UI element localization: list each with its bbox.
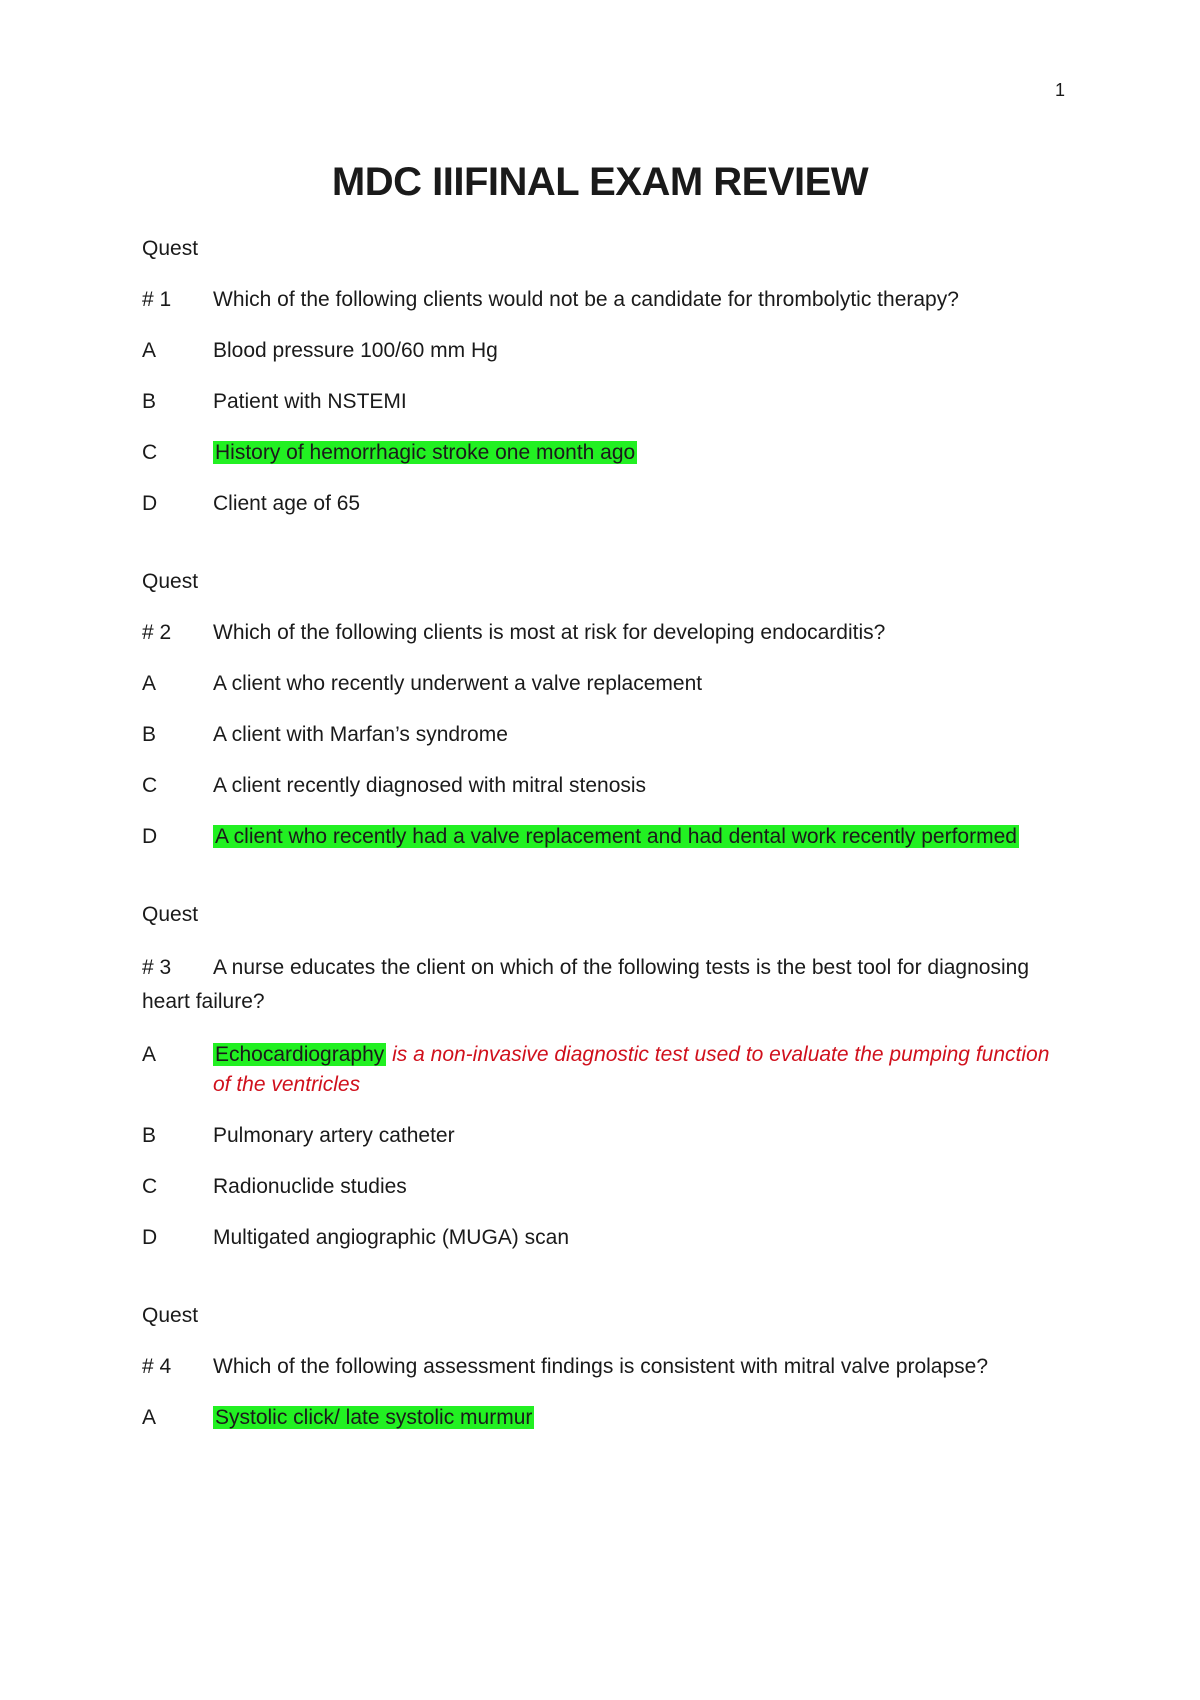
option-a [142, 669, 1072, 699]
option-text-correct [213, 1040, 1072, 1100]
answer-highlight: Echocardiography [215, 1043, 385, 1066]
question-stem [142, 618, 1072, 648]
question-label: Quest [142, 570, 199, 593]
option-text: A client recently diagnosed with mitral stenosis [213, 774, 647, 797]
question-4 [142, 1301, 1072, 1433]
question-text: Which of the following clients would not be a candidate for thrombolytic therapy? [213, 288, 959, 311]
question-1 [142, 234, 1072, 519]
option-b [142, 1121, 1072, 1151]
option-a [142, 336, 1072, 366]
option-letter: B [142, 390, 157, 413]
question-text: Which of the following assessment findings is consistent with mitral valve prolapse? [213, 1355, 989, 1378]
option-text: Client age of 65 [213, 492, 361, 515]
page-title: MDC IIIFINAL EXAM REVIEW [331, 160, 869, 204]
option-b [142, 720, 1072, 750]
option-d [142, 489, 1072, 519]
option-d [142, 1223, 1072, 1253]
question-text: A nurse educates the client on which of the following tests is the best tool for diagnosing heart failure? [142, 956, 1029, 1013]
option-c [142, 771, 1072, 801]
option-text: Radionuclide studies [213, 1175, 407, 1198]
question-text: Which of the following clients is most at risk for developing endocarditis? [213, 621, 886, 644]
option-letter: A [142, 1406, 157, 1429]
question-stem [142, 1352, 1072, 1382]
option-letter: C [142, 441, 158, 464]
option-text: Multigated angiographic (MUGA) scan [213, 1226, 569, 1249]
option-text-correct [213, 822, 1072, 852]
question-3 [142, 900, 1072, 1253]
option-b [142, 387, 1072, 417]
option-letter: A [142, 672, 157, 695]
question-stem [142, 285, 1072, 315]
option-a [142, 1403, 1072, 1433]
option-letter: D [142, 492, 158, 515]
option-letter: A [142, 339, 157, 362]
option-letter: C [142, 774, 158, 797]
option-letter: D [142, 825, 158, 848]
question-list [142, 234, 1072, 1481]
option-letter: B [142, 723, 157, 746]
question-number: # 3 [142, 956, 172, 979]
option-letter: C [142, 1175, 158, 1198]
answer-highlight: A client who recently had a valve replacement and had dental work recently performed [215, 825, 1017, 848]
answer-highlight: History of hemorrhagic stroke one month ago [215, 441, 636, 464]
option-text: A client who recently underwent a valve replacement [213, 672, 703, 695]
option-letter: A [142, 1043, 157, 1066]
option-letter: B [142, 1124, 157, 1147]
question-stem [142, 951, 1072, 1019]
question-label: Quest [142, 237, 199, 260]
question-label: Quest [142, 1304, 199, 1327]
option-c [142, 438, 1072, 468]
question-number: # 1 [142, 288, 172, 311]
question-2 [142, 567, 1072, 852]
option-d [142, 822, 1072, 852]
question-number: # 4 [142, 1355, 172, 1378]
answer-highlight: Systolic click/ late systolic murmur [215, 1406, 533, 1429]
option-text: Patient with NSTEMI [213, 390, 407, 413]
page-number: 1 [1054, 80, 1065, 100]
option-text-correct [213, 438, 1072, 468]
option-text-correct [213, 1403, 1072, 1433]
option-a [142, 1040, 1072, 1100]
option-text: A client with Marfan’s syndrome [213, 723, 508, 746]
option-text: Pulmonary artery catheter [213, 1124, 455, 1147]
answer-explanation: is a non-invasive diagnostic test used to evaluate the pumping function of the ventricles [213, 1043, 1050, 1096]
option-c [142, 1172, 1072, 1202]
option-letter: D [142, 1226, 158, 1249]
question-label: Quest [142, 903, 199, 926]
question-number: # 2 [142, 621, 172, 644]
option-text: Blood pressure 100/60 mm Hg [213, 339, 498, 362]
